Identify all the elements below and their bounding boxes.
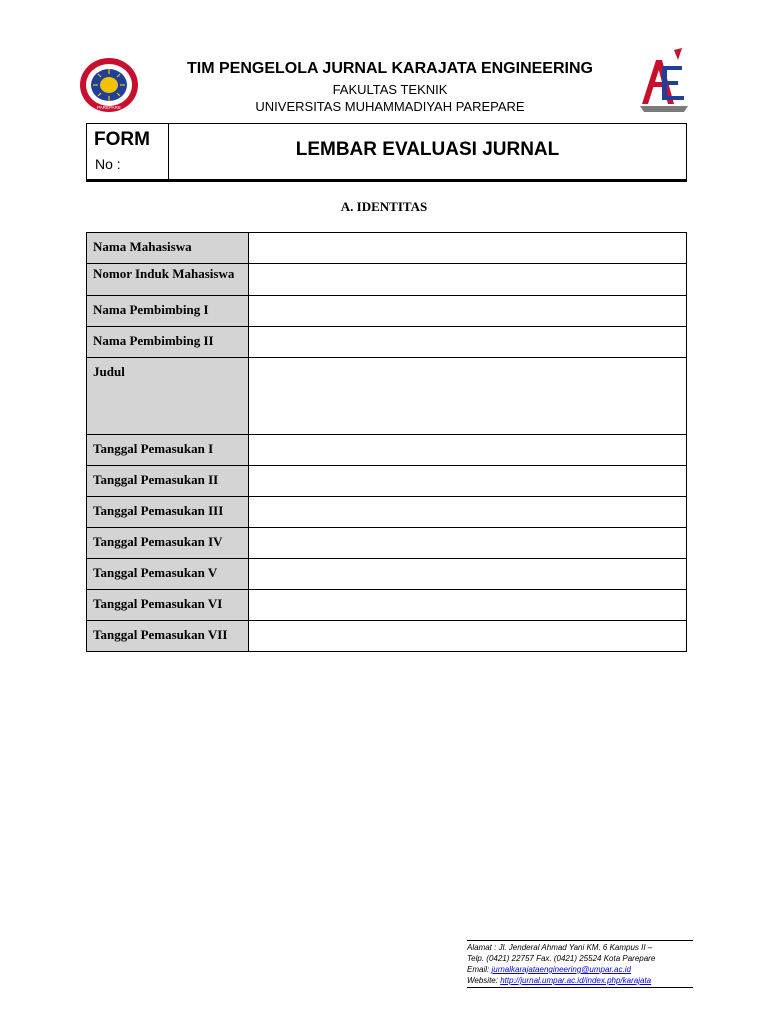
row-value-tanggal-4[interactable] xyxy=(249,528,687,559)
row-label-tanggal-6: Tanggal Pemasukan VI xyxy=(87,590,249,621)
table-row xyxy=(87,590,687,621)
footer-email-line xyxy=(467,964,693,975)
form-header-box xyxy=(86,123,687,182)
journal-logo xyxy=(638,46,692,112)
row-value-tanggal-1[interactable] xyxy=(249,435,687,466)
header-title: TIM PENGELOLA JURNAL KARAJATA ENGINEERING xyxy=(187,60,593,77)
form-title: LEMBAR EVALUASI JURNAL xyxy=(295,139,560,160)
form-label: FORM xyxy=(94,129,150,150)
row-label-tanggal-7: Tanggal Pemasukan VII xyxy=(87,621,249,652)
footer-email-label: Email: xyxy=(467,965,490,974)
row-value-pembimbing-2[interactable] xyxy=(249,327,687,358)
row-label-pembimbing-1: Nama Pembimbing I xyxy=(87,296,249,327)
header-faculty: FAKULTAS TEKNIK xyxy=(332,82,448,97)
row-value-tanggal-3[interactable] xyxy=(249,497,687,528)
header-university: UNIVERSITAS MUHAMMADIYAH PAREPARE xyxy=(255,99,525,114)
row-value-nama-mahasiswa[interactable] xyxy=(249,233,687,264)
row-value-tanggal-2[interactable] xyxy=(249,466,687,497)
row-label-nomor-induk: Nomor Induk Mahasiswa xyxy=(87,264,249,296)
table-row xyxy=(87,435,687,466)
row-label-tanggal-4: Tanggal Pemasukan IV xyxy=(87,528,249,559)
table-row xyxy=(87,233,687,264)
table-row xyxy=(87,358,687,435)
section-heading: A. IDENTITAS xyxy=(340,199,428,214)
table-row xyxy=(87,528,687,559)
table-row xyxy=(87,497,687,528)
row-label-pembimbing-2: Nama Pembimbing II xyxy=(87,327,249,358)
table-row xyxy=(87,466,687,497)
svg-text:PAREPARE: PAREPARE xyxy=(97,105,121,110)
footer-website-label: Website: xyxy=(467,976,498,985)
row-value-judul[interactable] xyxy=(249,358,687,435)
form-number-label: No : xyxy=(95,156,121,172)
table-row xyxy=(87,327,687,358)
footer-address: Alamat : Jl. Jenderal Ahmad Yani KM. 6 Kampus II – xyxy=(467,943,653,952)
row-label-tanggal-5: Tanggal Pemasukan V xyxy=(87,559,249,590)
row-label-tanggal-1: Tanggal Pemasukan I xyxy=(87,435,249,466)
row-label-tanggal-2: Tanggal Pemasukan II xyxy=(87,466,249,497)
footer-contact xyxy=(467,940,693,988)
footer-website-line xyxy=(467,975,693,986)
row-value-pembimbing-1[interactable] xyxy=(249,296,687,327)
row-label-tanggal-3: Tanggal Pemasukan III xyxy=(87,497,249,528)
table-row xyxy=(87,296,687,327)
footer-email-link[interactable]: jurnalkarajataengineering@umpar.ac.id xyxy=(491,965,631,974)
table-row xyxy=(87,559,687,590)
identity-table xyxy=(86,232,687,652)
row-value-tanggal-5[interactable] xyxy=(249,559,687,590)
row-value-nomor-induk[interactable] xyxy=(249,264,687,296)
row-value-tanggal-6[interactable] xyxy=(249,590,687,621)
table-row xyxy=(87,264,687,296)
table-row xyxy=(87,621,687,652)
row-value-tanggal-7[interactable] xyxy=(249,621,687,652)
row-label-judul: Judul xyxy=(87,358,249,435)
footer-phone: Telp. (0421) 22757 Fax. (0421) 25524 Kota Parepare xyxy=(467,954,656,963)
university-seal-logo xyxy=(79,57,139,113)
row-label-nama-mahasiswa: Nama Mahasiswa xyxy=(87,233,249,264)
footer-website-link[interactable]: http://jurnal.umpar.ac.id/index.php/karajata xyxy=(500,976,652,985)
form-number-cell xyxy=(87,124,169,179)
